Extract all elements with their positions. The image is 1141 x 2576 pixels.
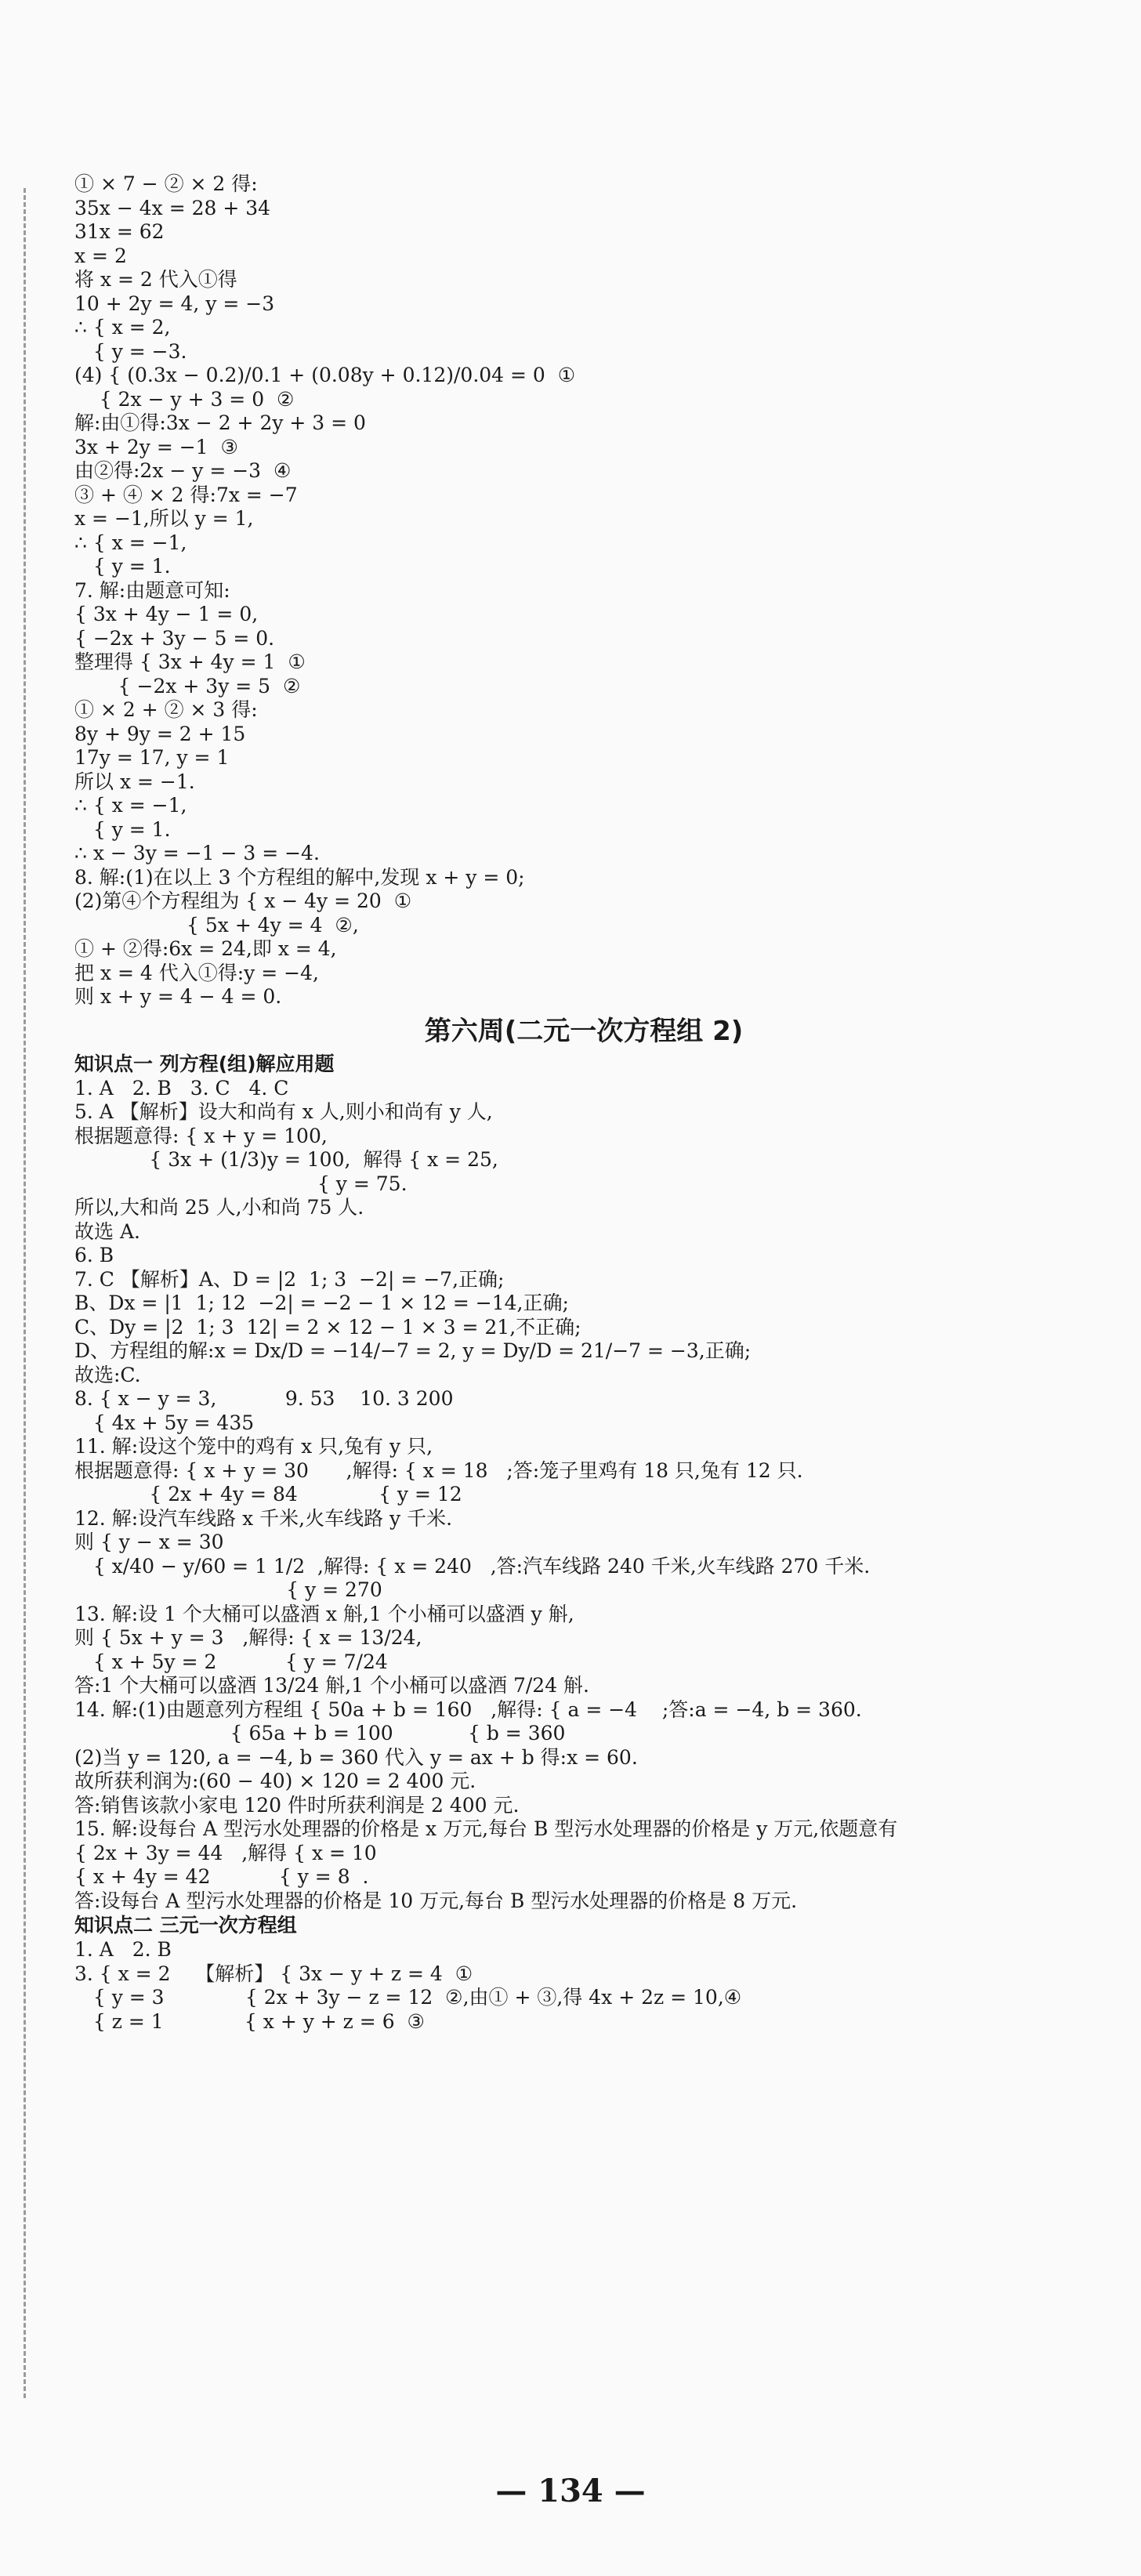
- answer-line: 将 x = 2 代入①得: [74, 268, 237, 291]
- answer-line: (2)当 y = 120, a = −4, b = 360 代入 y = ax + b 得:x = 60.: [74, 1745, 638, 1769]
- answer-line: { y = 270: [74, 1578, 382, 1601]
- answer-line: 3x + 2y = −1 ③: [74, 435, 238, 458]
- answer-line: 整理得 { 3x + 4y = 1 ①: [74, 650, 306, 673]
- answer-line: ③ + ④ × 2 得:7x = −7: [74, 483, 298, 506]
- answer-line: 17y = 17, y = 1: [74, 746, 230, 769]
- answer-line: 10 + 2y = 4, y = −3: [74, 292, 275, 315]
- answer-line: 13. 解:设 1 个大桶可以盛酒 x 斛,1 个小桶可以盛酒 y 斛,: [74, 1602, 574, 1625]
- answer-line: 15. 解:设每台 A 型污水处理器的价格是 x 万元,每台 B 型污水处理器的价格是 y 万元,依题意有: [74, 1817, 898, 1840]
- answer-column: [74, 172, 1093, 2034]
- answer-line: 答:销售该款小家电 120 件时所获利润是 2 400 元.: [74, 1793, 520, 1817]
- answer-line: 12. 解:设汽车线路 x 千米,火车线路 y 千米.: [74, 1506, 453, 1530]
- answer-line: 1. A 2. B: [74, 1938, 172, 1961]
- answer-line: C、Dy = |2 1; 3 12| = 2 × 12 − 1 × 3 = 21,不正确;: [74, 1315, 581, 1339]
- page-number: — 134 —: [495, 2473, 646, 2509]
- answer-line: { y = 3 { 2x + 3y − z = 12 ②,由① + ③,得 4x + 2z = 10,④: [74, 1986, 742, 2009]
- answer-line: 故选:C.: [74, 1363, 141, 1386]
- answer-line: ① × 2 + ② × 3 得:: [74, 698, 258, 721]
- binding-margin-line: [24, 188, 26, 2398]
- subhead-knowledge-1: 知识点一 列方程(组)解应用题: [74, 1052, 335, 1075]
- answer-line: 35x − 4x = 28 + 34: [74, 196, 271, 219]
- answer-line: { −2x + 3y = 5 ②: [74, 674, 301, 697]
- answer-line: 6. B: [74, 1244, 114, 1266]
- answer-line: D、方程组的解:x = Dx/D = −14/−7 = 2, y = Dy/D = 21/−7 = −3,正确;: [74, 1339, 752, 1362]
- answer-line: { 5x + 4y = 4 ②,: [74, 913, 359, 937]
- answer-line: 故选 A.: [74, 1219, 140, 1243]
- answer-line: B、Dx = |1 1; 12 −2| = −2 − 1 × 12 = −14,正确;: [74, 1292, 569, 1314]
- answer-line: { x + 4y = 42 { y = 8 .: [74, 1865, 369, 1888]
- answer-line: 答:设每台 A 型污水处理器的价格是 10 万元,每台 B 型污水处理器的价格是 8 万元.: [74, 1889, 798, 1912]
- subhead-knowledge-2: 知识点二 三元一次方程组: [74, 1914, 297, 1937]
- answer-line: 所以 x = −1.: [74, 770, 195, 793]
- answer-line: 根据题意得: { x + y = 100,: [74, 1124, 328, 1147]
- answer-line: { 3x + 4y − 1 = 0,: [74, 603, 259, 625]
- answer-line: 31x = 62: [74, 220, 165, 243]
- part-one: [74, 172, 1093, 1009]
- answer-line: x = 2: [74, 244, 127, 267]
- part-three: [74, 1938, 1093, 2034]
- answer-line: 8. 解:(1)在以上 3 个方程组的解中,发现 x + y = 0;: [74, 865, 525, 889]
- answer-line: 故所获利润为:(60 − 40) × 120 = 2 400 元.: [74, 1770, 476, 1792]
- answer-line: 7. C 【解析】A、D = |2 1; 3 −2| = −7,正确;: [74, 1267, 505, 1291]
- answer-line: { 3x + (1/3)y = 100, 解得 { x = 25,: [74, 1148, 498, 1171]
- answer-line: 根据题意得: { x + y = 30 ,解得: { x = 18 ;答:笼子里鸡有 18 只,兔有 12 只.: [74, 1458, 803, 1482]
- answer-line: 答:1 个大桶可以盛酒 13/24 斛,1 个小桶可以盛酒 7/24 斛.: [74, 1674, 589, 1697]
- answer-line: { 2x − y + 3 = 0 ②: [74, 387, 295, 411]
- part-two: [74, 1077, 1093, 1914]
- answer-line: ∴ { x = 2,: [74, 316, 171, 339]
- answer-line: x = −1,所以 y = 1,: [74, 507, 254, 530]
- answer-line: { z = 1 { x + y + z = 6 ③: [74, 2009, 425, 2033]
- answer-line: 11. 解:设这个笼中的鸡有 x 只,兔有 y 只,: [74, 1435, 433, 1458]
- answer-line: { x + 5y = 2 { y = 7/24: [74, 1650, 388, 1673]
- answer-line: ∴ x − 3y = −1 − 3 = −4.: [74, 842, 320, 864]
- answer-line: { 65a + b = 100 { b = 360: [74, 1722, 566, 1745]
- answer-line: 解:由①得:3x − 2 + 2y + 3 = 0: [74, 411, 366, 434]
- answer-line: 8. { x − y = 3, 9. 53 10. 3 200: [74, 1387, 454, 1410]
- answer-line: { 2x + 3y = 44 ,解得 { x = 10: [74, 1841, 377, 1864]
- answer-line: 把 x = 4 代入①得:y = −4,: [74, 961, 319, 984]
- answer-line: 由②得:2x − y = −3 ④: [74, 459, 292, 482]
- answer-line: 3. { x = 2 【解析】 { 3x − y + z = 4 ①: [74, 1962, 473, 1985]
- answer-line: { x/40 − y/60 = 1 1/2 ,解得: { x = 240 ,答:汽车线路 240 千米,火车线路 270 千米.: [74, 1554, 871, 1578]
- answer-line: { y = 1.: [74, 555, 171, 578]
- answer-line: 则 x + y = 4 − 4 = 0.: [74, 985, 282, 1008]
- answer-line: { y = 75.: [74, 1172, 408, 1195]
- answer-line: 则 { 5x + y = 3 ,解得: { x = 13/24,: [74, 1626, 422, 1649]
- answer-line: { y = −3.: [74, 339, 187, 363]
- answer-line: 14. 解:(1)由题意列方程组 { 50a + b = 160 ,解得: { a = −4 ;答:a = −4, b = 360.: [74, 1697, 862, 1721]
- answer-line: ∴ { x = −1,: [74, 794, 187, 817]
- answer-line: 7. 解:由题意可知:: [74, 578, 230, 602]
- answer-line: 则 { y − x = 30: [74, 1531, 224, 1553]
- answer-line: { 4x + 5y = 435: [74, 1411, 255, 1434]
- answer-line: ① × 7 − ② × 2 得:: [74, 172, 258, 195]
- answer-line: { y = 1.: [74, 817, 171, 841]
- answer-line: { −2x + 3y − 5 = 0.: [74, 626, 275, 650]
- answer-line: 5. A 【解析】设大和尚有 x 人,则小和尚有 y 人,: [74, 1100, 493, 1123]
- section-title: 第六周(二元一次方程组 2): [424, 1015, 744, 1047]
- answer-line: { 2x + 4y = 84 { y = 12: [74, 1483, 462, 1505]
- answer-line: 所以,大和尚 25 人,小和尚 75 人.: [74, 1196, 364, 1219]
- answer-line: 1. A 2. B 3. C 4. C: [74, 1076, 289, 1100]
- answer-line: ∴ { x = −1,: [74, 531, 187, 554]
- answer-line: 8y + 9y = 2 + 15: [74, 722, 246, 745]
- answer-line: (2)第④个方程组为 { x − 4y = 20 ①: [74, 889, 412, 912]
- answer-line: (4) { (0.3x − 0.2)/0.1 + (0.08y + 0.12)/0.04 = 0 ①: [74, 364, 576, 386]
- answer-line: ① + ②得:6x = 24,即 x = 4,: [74, 937, 337, 960]
